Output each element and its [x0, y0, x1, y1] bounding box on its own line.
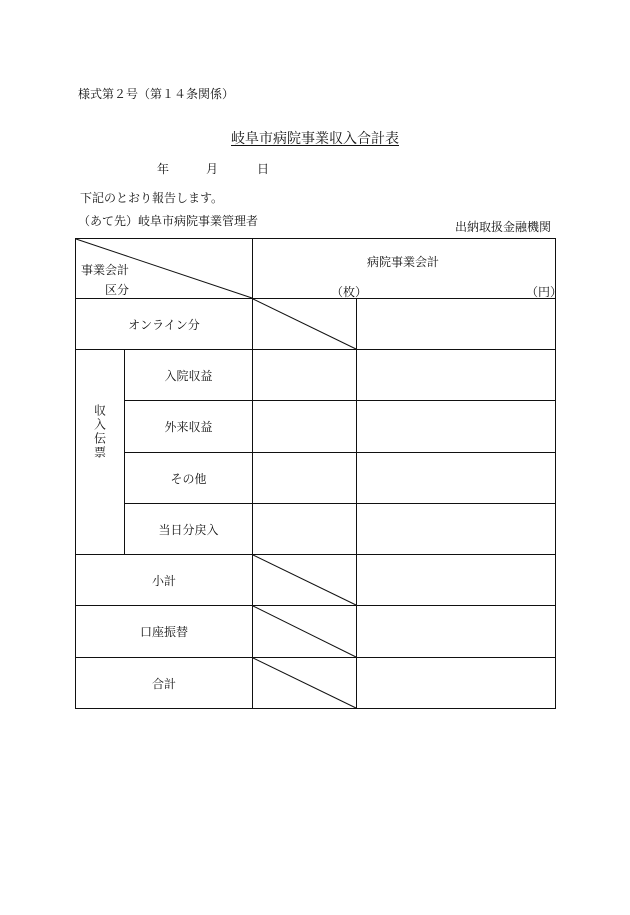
- row-label-outpatient: 外来収益: [164, 420, 213, 434]
- outpatient-count-cell[interactable]: [253, 401, 356, 452]
- date-day-label: 日: [257, 162, 270, 176]
- institution-label: 出納取扱金融機関: [455, 220, 552, 234]
- other-count-cell[interactable]: [253, 453, 356, 503]
- count-unit: （枚）: [331, 285, 368, 299]
- slip-group-label: 収入伝票: [92, 404, 107, 460]
- date-month-label: 月: [206, 162, 219, 176]
- row-label-subtotal: 小計: [151, 573, 176, 588]
- amount-unit: （円）: [526, 285, 563, 299]
- corner-label-account: 事業会計: [81, 263, 130, 277]
- document-title: 岐阜市病院事業収入合計表: [231, 131, 399, 147]
- strike-transfer-count: [253, 606, 356, 657]
- transfer-amount-cell[interactable]: [357, 606, 555, 657]
- row-label-total: 合計: [151, 676, 176, 691]
- row-label-other: その他: [170, 471, 207, 486]
- strike-subtotal-count: [253, 555, 356, 605]
- refund-count-cell[interactable]: [253, 504, 356, 554]
- report-statement: 下記のとおり報告します。: [80, 191, 224, 205]
- corner-label-category: 区分: [105, 283, 130, 297]
- row-label-same-day-refund: 当日分戻入: [158, 522, 219, 537]
- subtotal-amount-cell[interactable]: [357, 555, 555, 605]
- row-label-inpatient: 入院収益: [164, 368, 213, 383]
- slip-group-cell: [76, 350, 124, 554]
- inpatient-count-cell[interactable]: [253, 350, 356, 400]
- row-label-online: オンライン分: [128, 317, 200, 332]
- addressee: （あて先）岐阜市病院事業管理者: [78, 214, 259, 228]
- outpatient-amount-cell[interactable]: [357, 401, 555, 452]
- online-amount-cell[interactable]: [357, 299, 555, 349]
- strike-online-count: [253, 299, 356, 349]
- inpatient-amount-cell[interactable]: [357, 350, 555, 400]
- strike-total-count: [253, 658, 356, 708]
- account-header: 病院事業会計: [367, 255, 440, 269]
- row-label-account-transfer: 口座振替: [139, 625, 188, 639]
- other-amount-cell[interactable]: [357, 453, 555, 503]
- form-number: 様式第２号（第１４条関係）: [78, 87, 235, 101]
- refund-amount-cell[interactable]: [357, 504, 555, 554]
- date-year-label: 年: [157, 162, 170, 176]
- total-amount-cell[interactable]: [357, 658, 555, 708]
